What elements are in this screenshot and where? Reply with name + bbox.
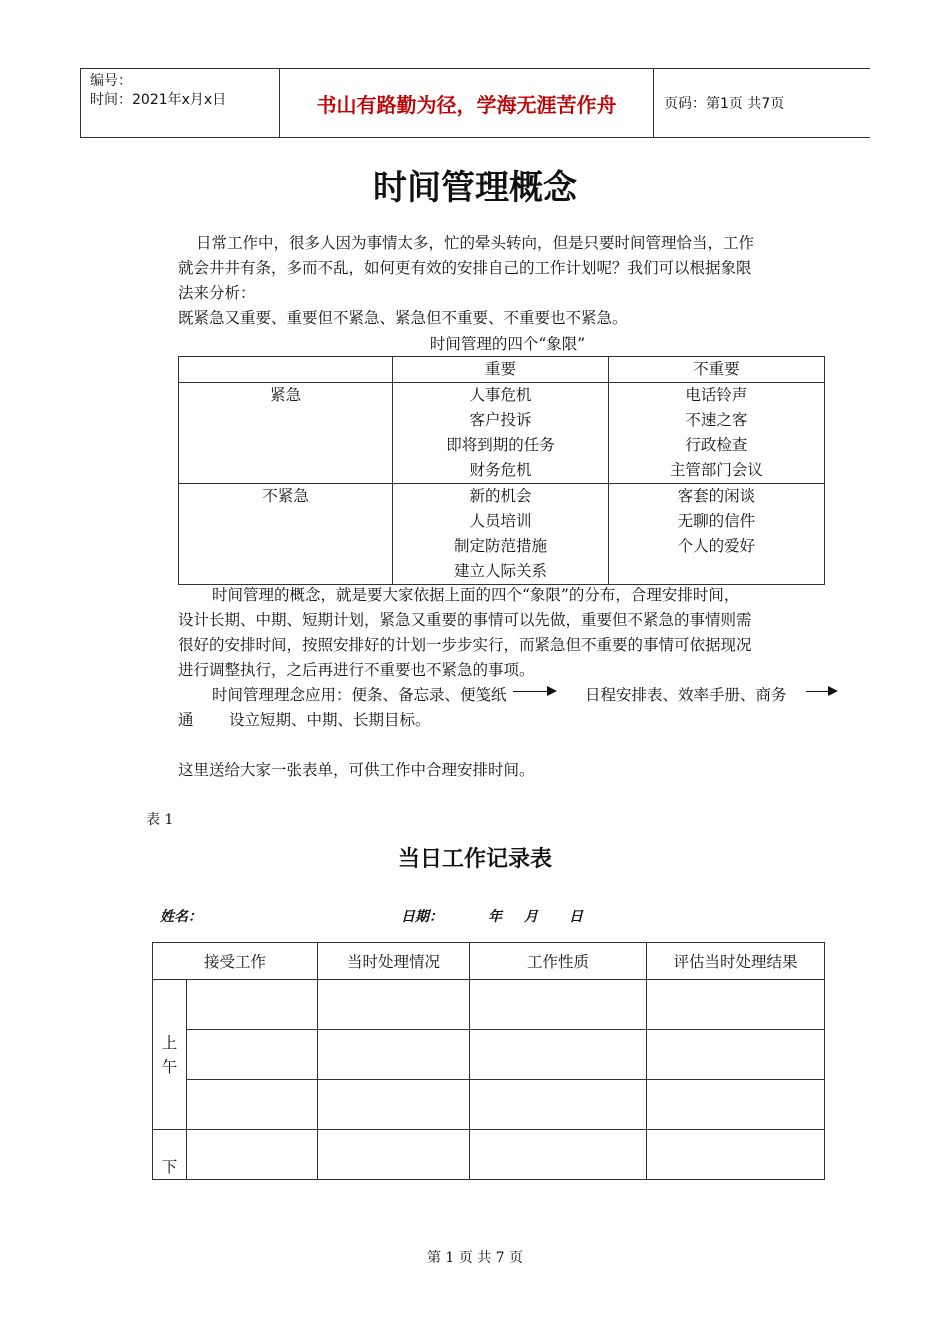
list-item: 无聊的信件 [677,512,756,530]
list-item: 个人的爱好 [677,537,756,555]
header-cell: 工作性质 [470,943,647,980]
concept-line-1: 时间管理的概念，就是要大家依据上面的四个“象限”的分布，合理安排时间， [212,586,740,604]
application-part-2: 日程安排表、效率手册、商务 [585,686,787,704]
list-item: 即将到期的任务 [446,436,555,454]
list-item: 人事危机 [469,386,532,404]
cell-urgent-not-important [608,383,824,484]
cell-urgent-important [393,383,608,484]
afternoon-label: 下 [153,1130,187,1180]
table-cell[interactable] [647,1030,825,1080]
table-cell[interactable] [187,1030,318,1080]
morning-text: 上午 [161,1033,178,1076]
table-cell[interactable] [470,1030,647,1080]
arrow-right-icon [513,691,555,692]
year-label: 年 [488,909,502,925]
month-label: 月 [524,909,538,925]
header-motto: 书山有路勤为径，学海无涯苦作舟 [316,92,617,117]
header-cell: 接受工作 [153,943,318,980]
gift-line: 这里送给大家一张表单，可供工作中合理安排时间。 [178,761,535,779]
list-item: 电话铃声 [685,386,748,404]
table-cell[interactable] [318,980,470,1030]
cell-not-urgent-important [393,484,608,585]
table-cell[interactable] [187,980,318,1030]
quadrant-corner [179,357,393,383]
number-label: 编号： [90,73,132,89]
document-header [80,68,870,138]
intro-line-1: 日常工作中，很多人因为事情太多，忙的晕头转向，但是只要时间管理恰当，工作 [196,234,755,252]
table-cell[interactable] [470,1080,647,1130]
application-part-4: 设立短期、中期、长期目标。 [229,711,431,729]
row-not-urgent: 不紧急 [179,484,393,585]
table-cell[interactable] [318,1080,470,1130]
col-not-important: 不重要 [608,357,824,383]
list-item: 行政检查 [685,436,748,454]
record-title: 当日工作记录表 [397,847,552,872]
table-cell[interactable] [318,1030,470,1080]
intro-line-3: 法来分析： [178,284,256,302]
table-cell[interactable] [470,980,647,1030]
list-item: 主管部门会议 [669,461,763,479]
header-cell: 当时处理情况 [318,943,470,980]
concept-line-2: 设计长期、中期、短期计划，紧急又重要的事情可以先做，重要但不紧急的事情则需 [178,611,752,629]
table-cell[interactable] [647,1080,825,1130]
list-item: 客套的闲谈 [677,487,756,505]
list-item: 建立人际关系 [453,562,547,580]
application-part-1: 时间管理理念应用：便条、备忘录、便笺纸 [212,686,507,704]
table-cell[interactable] [470,1130,647,1180]
list-item: 制定防范措施 [453,537,547,555]
row-urgent: 紧急 [179,383,393,484]
table-cell[interactable] [647,980,825,1030]
quadrant-caption: 时间管理的四个“象限” [429,335,586,353]
concept-line-3: 很好的安排时间，按照安排好的计划一步步实行，而紧急但不重要的事情可依据现况 [178,636,752,654]
table-cell[interactable] [647,1130,825,1180]
day-label: 日 [569,909,583,925]
table-cell[interactable] [187,1130,318,1180]
header-page-info: 页码：第1页 共7页 [653,69,870,137]
work-record-table [152,942,825,1180]
cell-not-urgent-not-important [608,484,824,585]
list-item: 人员培训 [469,512,532,530]
list-item: 新的机会 [469,487,532,505]
application-part-3: 通 [178,711,194,729]
date-label: 日期： [401,909,443,925]
page-title: 时间管理概念 [373,168,577,208]
list-item: 财务危机 [469,461,532,479]
arrow-right-icon [806,691,836,692]
list-item: 客户投诉 [469,411,532,429]
name-label: 姓名： [160,909,202,925]
quadrant-table [178,356,825,585]
table-label: 表 1 [146,812,174,828]
intro-line-4: 既紧急又重要、重要但不紧急、紧急但不重要、不重要也不紧急。 [178,309,628,327]
intro-line-2: 就会井井有条，多而不乱，如何更有效的安排自己的工作计划呢？我们可以根据象限 [178,259,752,277]
time-label: 时间：2021年x月x日 [90,92,227,108]
header-cell: 评估当时处理结果 [647,943,825,980]
concept-line-4: 进行调整执行，之后再进行不重要也不紧急的事项。 [178,661,535,679]
morning-label [153,980,187,1130]
table-cell[interactable] [187,1080,318,1130]
list-item: 不速之客 [685,411,748,429]
header-meta [80,69,280,137]
col-important: 重要 [393,357,608,383]
table-cell[interactable] [318,1130,470,1180]
page-footer: 第 1 页 共 7 页 [426,1250,524,1266]
